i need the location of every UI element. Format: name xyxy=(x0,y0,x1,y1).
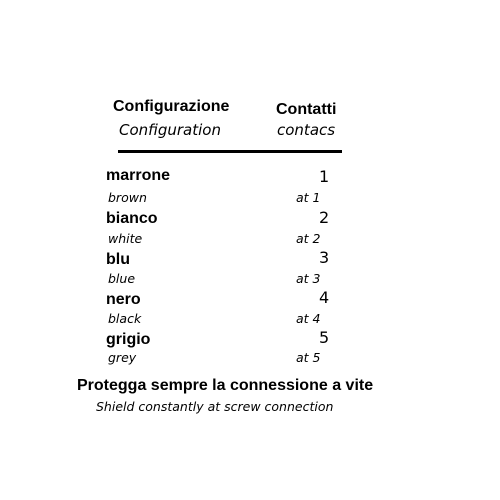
header-config-it: Configurazione xyxy=(113,98,230,115)
row-1-color-it: marrone xyxy=(106,167,171,184)
row-3-color-en: blue xyxy=(108,271,136,286)
header-contacts-en: contacs xyxy=(277,121,336,139)
footer-note-it: Protegga sempre la connessione a vite xyxy=(77,377,374,394)
row-1-contact-pin: at 1 xyxy=(296,190,321,205)
row-4-contact-number: 4 xyxy=(319,288,330,307)
row-2-contact-number: 2 xyxy=(319,208,330,227)
row-4-contact-pin: at 4 xyxy=(296,311,321,326)
row-5-contact-pin: at 5 xyxy=(296,350,321,365)
row-5-contact-number: 5 xyxy=(319,328,330,347)
row-1-contact-number: 1 xyxy=(319,167,330,186)
footer-note-en: Shield constantly at screw connection xyxy=(96,399,334,414)
row-3-contact-number: 3 xyxy=(319,248,330,267)
row-5-color-en: grey xyxy=(108,350,137,365)
row-5-color-it: grigio xyxy=(106,331,151,348)
row-2-color-it: bianco xyxy=(106,210,158,227)
row-3-contact-pin: at 3 xyxy=(296,271,321,286)
row-4-color-en: black xyxy=(108,311,142,326)
header-config-en: Configuration xyxy=(119,121,221,139)
row-3-color-it: blu xyxy=(106,251,130,268)
header-contacts-it: Contatti xyxy=(276,101,337,118)
header-divider xyxy=(118,150,342,153)
row-4-color-it: nero xyxy=(106,291,141,308)
row-2-color-en: white xyxy=(108,231,143,246)
row-1-color-en: brown xyxy=(108,190,147,205)
row-2-contact-pin: at 2 xyxy=(296,231,321,246)
